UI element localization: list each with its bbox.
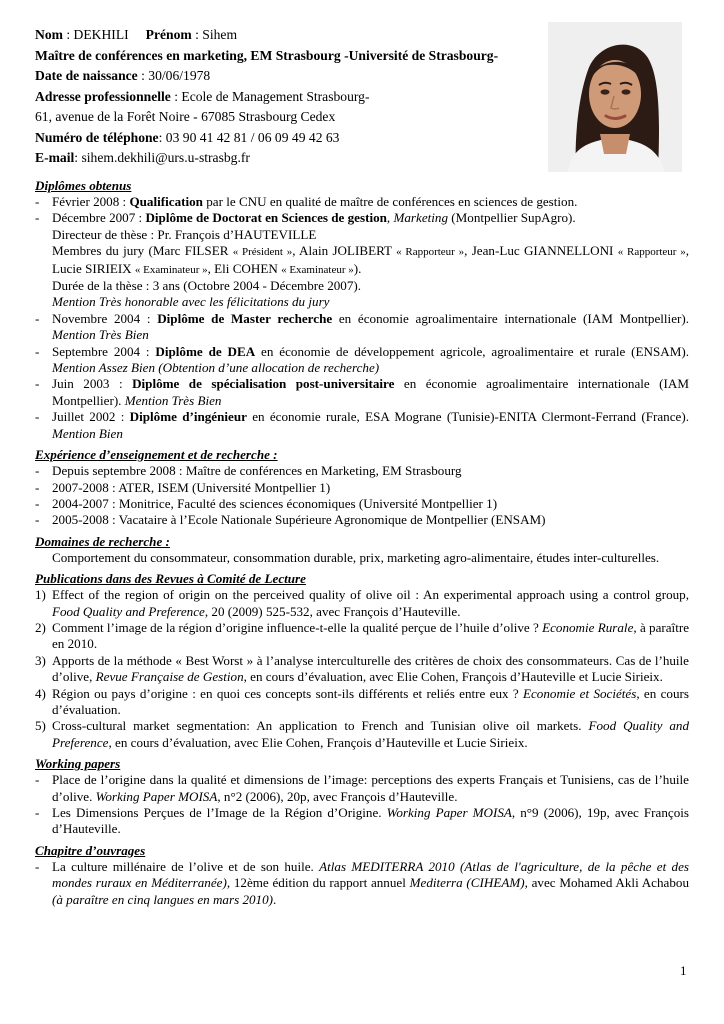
nom-label: Nom: [35, 27, 63, 42]
list-item: 5) Cross-cultural market segmentation: An application to French and Tunisian olive oil markets. Food Quality and Preference, en cours d’évaluation, avec Elie Cohen, François d’Hauteville et Lucie Sirieix.: [35, 718, 689, 750]
cv-header: [35, 25, 540, 169]
section-title-publications: Publications dans des Revues à Comité de Lecture: [35, 571, 306, 587]
phone-label: Numéro de téléphone: [35, 129, 159, 145]
section-title-experience: Expérience d’enseignement et de recherche :: [35, 447, 278, 463]
phone-value: 03 90 41 42 81 / 06 09 49 42 63: [165, 129, 340, 145]
list-item: - Place de l’origine dans la qualité et dimensions de l’image: perceptions des experts Français et Tunisiens, cas de l’huile d’olive. Working Paper MOISA, n°2 (2006), 20p, avec François d’Hauteville.: [35, 772, 689, 805]
prenom-label: Prénom: [145, 27, 192, 42]
chapitre-list: [35, 859, 689, 908]
section-title-chapitre: Chapitre d’ouvrages: [35, 842, 146, 858]
experience-list: [35, 463, 689, 529]
portrait-image: [548, 22, 682, 172]
cv-body: [35, 173, 689, 908]
profile-photo: [548, 22, 682, 172]
list-item: - La culture millénaire de l’olive et de son huile. Atlas MEDITERRA 2010 (Atlas de l'agriculture, de la pêche et des mondes ruraux en Méditerranée), 12ème édition du rapport annuel Mediterra (CIHEAM), avec Mohamed Akli Achabou (à paraître en cinq langues en mars 2010).: [35, 859, 689, 908]
dob-line: Date de naissance : 30/06/1978: [35, 68, 211, 83]
publications-list: [35, 587, 689, 751]
section-title-domaines: Domaines de recherche :: [35, 533, 170, 549]
thesis-duration: Durée de la thèse : 3 ans (Octobre 2004 - Décembre 2007).: [52, 278, 362, 294]
page-number: 1: [680, 963, 687, 978]
list-item: - Novembre 2004 : Diplôme de Master recherche en économie agroalimentaire internationale (IAM Montpellier). Mention Très Bien: [35, 311, 689, 344]
list-item: 2) Comment l’image de la région d’origine influence-t-elle la qualité perçue de l’huile d’olive ? Economie Rurale, à paraître en 2010.: [35, 619, 690, 652]
list-item: 4) Région ou pays d’origine : en quoi ces concepts sont-ils différents et reliés entre eux ? Economie et Sociétés, en cours d’évaluation.: [35, 685, 689, 717]
list-item: - 2007-2008 : ATER, ISEM (Université Montpellier 1): [35, 480, 689, 496]
email-value[interactable]: sihem.dekhili@urs.u-strasbg.fr: [81, 150, 250, 165]
section-title-working-papers: Working papers: [35, 756, 121, 772]
list-item: - Juillet 2002 : Diplôme d’ingénieur en économie rurale, ESA Mograne (Tunisie)-ENITA Clermont-Ferrand (France). Mention Bien: [35, 409, 689, 442]
thesis-mention: Mention Très honorable avec les félicitations du jury: [52, 294, 330, 310]
dob-value: 30/06/1978: [148, 68, 211, 83]
dob-label: Date de naissance: [35, 68, 138, 83]
address-line-2: [35, 107, 540, 128]
address-value-1: Ecole de Management Strasbourg-: [181, 88, 370, 104]
list-item: 3) Apports de la méthode « Best Worst » à l’analyse interculturelle des critères de choix des consommateurs. Cas de l’huile d’olive, Revue Française de Gestion, en cours d’évaluation, avec Elie Cohen, François d’Hauteville et Lucie Sirieix.: [35, 652, 689, 685]
list-item: - Juin 2003 : Diplôme de spécialisation post-universitaire en économie agroalimentaire internationale (IAM Montpellier). Mention Très Bien: [35, 376, 689, 409]
nom-value: DEKHILI: [73, 27, 129, 42]
list-item: 1) Effect of the region of origin on the perceived quality of olive oil : An experimental approach using a control group, Food Quality and Preference, 20 (2009) 525-532, avec François d’Hauteville.: [35, 587, 689, 619]
thesis-director: Directeur de thèse : Pr. François d’HAUTEVILLE: [52, 226, 317, 242]
name-line: Nom : DEKHILI Prénom : Sihem: [35, 27, 238, 42]
prenom-value: Sihem: [202, 27, 238, 42]
address-line-1: Adresse professionnelle : Ecole de Management Strasbourg-: [35, 88, 370, 104]
list-item: - 2004-2007 : Monitrice, Faculté des sciences économiques (Université Montpellier 1): [35, 496, 689, 512]
position-line: [35, 46, 540, 67]
phone-line: Numéro de téléphone: 03 90 41 42 81 / 06 09 49 42 63: [35, 129, 340, 145]
email-label: E-mail: [35, 150, 75, 165]
section-title-diplomes: Diplômes obtenus: [35, 178, 132, 193]
jury-members: Membres du jury (Marc FILSER « Président », Alain JOLIBERT « Rapporteur », Jean-Luc GIANNELLONI « Rapporteur », Lucie SIRIEIX « Examinateur », Eli COHEN « Examinateur »).: [52, 243, 690, 276]
email-line: E-mail: sihem.dekhili@urs.u-strasbg.fr: [35, 150, 250, 165]
list-item: - Décembre 2007 : Diplôme de Doctorat en Sciences de gestion, Marketing (Montpellier SupAgro). Directeur de thèse : Pr. François d’HAUTEVILLE Membres du jury (Marc FILSER « Président », Alain JOLIBERT « Rapporteur », Jean-Luc GIANNELLONI « Rapporteur », Lucie SIRIEIX « Examinateur », Eli COHEN « Examinateur »). Durée de la thèse : 3 ans (Octobre 2004 - Décembre 2007). Mention Très honorable avec les félicitations du jury: [35, 210, 689, 310]
list-item: - Les Dimensions Perçues de l’Image de la Région d’Origine. Working Paper MOISA, n°9 (2006), 19p, avec François d’Hauteville.: [35, 805, 689, 838]
list-item: - 2005-2008 : Vacataire à l’Ecole Nationale Supérieure Agronomique de Montpellier (ENSAM): [35, 512, 689, 528]
list-item: - Septembre 2004 : Diplôme de DEA en économie de développement agricole, agroalimentaire et rurale (ENSAM). Mention Assez Bien (Obtention d’une allocation de recherche): [35, 344, 689, 377]
diplomes-list: [35, 194, 689, 442]
address-label: Adresse professionnelle: [35, 88, 171, 104]
working-papers-list: [35, 772, 689, 838]
address-value-2: 61, avenue de la Forêt Noire - 67085 Strasbourg Cedex: [35, 109, 336, 124]
list-item: - Février 2008 : Qualification par le CNU en qualité de maître de conférences en sciences de gestion.: [35, 194, 689, 210]
domaines-text: Comportement du consommateur, consommation durable, prix, marketing agro-alimentaire, études inter-culturelles.: [52, 549, 660, 565]
position-title: Maître de conférences en marketing, EM Strasbourg -Université de Strasbourg-: [35, 47, 499, 63]
list-item: - Depuis septembre 2008 : Maître de conférences en Marketing, EM Strasbourg: [35, 463, 689, 479]
